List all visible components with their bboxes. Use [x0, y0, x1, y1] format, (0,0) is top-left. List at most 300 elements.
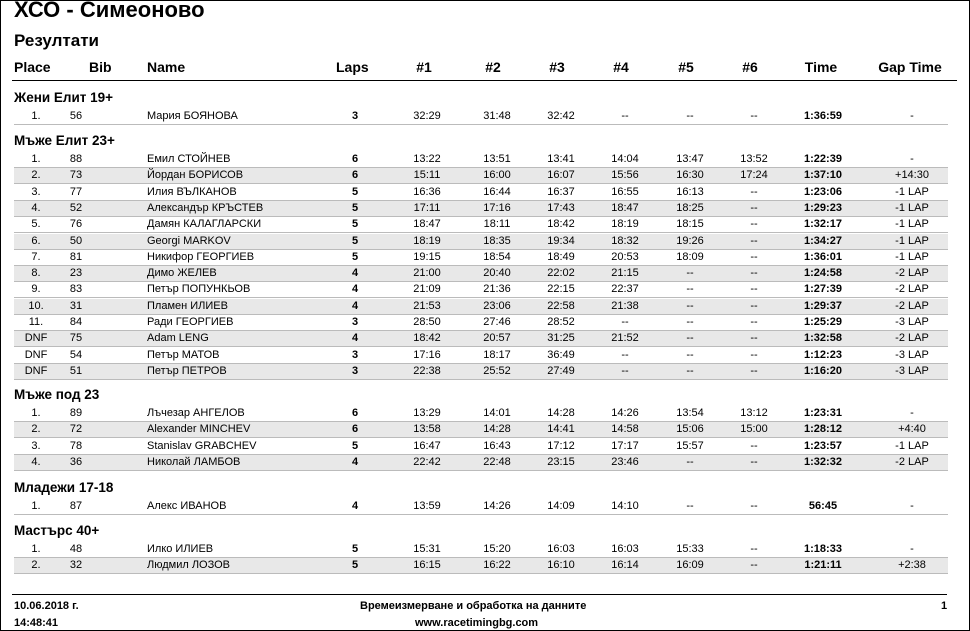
- cell-name: Лъчезар АНГЕЛОВ: [147, 407, 245, 419]
- cell-place: 9.: [31, 283, 41, 295]
- cell-lap-1: 18:19: [413, 235, 441, 247]
- cell-lap-4: 21:38: [611, 300, 639, 312]
- cell-bib: 31: [69, 300, 83, 312]
- cell-lap-5: 16:30: [676, 169, 704, 181]
- cell-laps: 3: [351, 349, 359, 361]
- header-lap-2: #2: [485, 59, 501, 75]
- cell-lap-3: 18:42: [547, 218, 575, 230]
- cell-lap-1: 28:50: [413, 316, 441, 328]
- cell-lap-3: 31:25: [547, 332, 575, 344]
- footer-time: 14:48:41: [14, 617, 59, 629]
- cell-lap-6: --: [750, 218, 758, 230]
- table-row: [14, 299, 948, 315]
- table-row: [14, 422, 948, 438]
- cell-lap-2: 18:17: [483, 349, 511, 361]
- cell-gap: -1 LAP: [895, 186, 929, 198]
- cell-bib: 51: [69, 365, 83, 377]
- cell-place: DNF: [24, 349, 48, 361]
- cell-bib: 88: [69, 153, 83, 165]
- cell-time: 1:32:17: [804, 218, 842, 230]
- cell-place: 1.: [31, 407, 41, 419]
- cell-time: 1:29:23: [804, 202, 842, 214]
- cell-place: 2.: [31, 169, 41, 181]
- cell-time: 1:36:59: [804, 110, 842, 122]
- header-gap: Gap Time: [878, 59, 942, 75]
- cell-bib: 32: [69, 559, 83, 571]
- cell-lap-3: 14:09: [547, 500, 575, 512]
- header-lap-6: #6: [742, 59, 758, 75]
- footer-organizer: Времеизмерване и обработка на данните: [360, 600, 587, 612]
- cell-gap: -2 LAP: [895, 283, 929, 295]
- cell-laps: 6: [351, 153, 359, 165]
- table-row: [14, 315, 948, 331]
- cell-lap-6: 15:00: [740, 423, 768, 435]
- cell-lap-2: 21:36: [483, 283, 511, 295]
- cell-name: Мария БОЯНОВА: [147, 110, 238, 122]
- cell-place: 7.: [31, 251, 41, 263]
- cell-lap-5: 15:33: [676, 543, 704, 555]
- cell-gap: +14:30: [895, 169, 929, 181]
- cell-lap-5: --: [686, 283, 694, 295]
- cell-lap-4: 22:37: [611, 283, 639, 295]
- cell-lap-3: 19:34: [547, 235, 575, 247]
- cell-laps: 3: [351, 110, 359, 122]
- cell-lap-1: 21:53: [413, 300, 441, 312]
- cell-time: 1:29:37: [804, 300, 842, 312]
- cell-lap-1: 22:38: [413, 365, 441, 377]
- cell-name: Петър ПЕТРОВ: [147, 365, 227, 377]
- header-bib: Bib: [89, 59, 112, 75]
- table-row: [14, 558, 948, 574]
- cell-time: 1:22:39: [804, 153, 842, 165]
- cell-gap: -2 LAP: [895, 267, 929, 279]
- table-row: [14, 152, 948, 168]
- cell-lap-6: --: [750, 316, 758, 328]
- cell-lap-2: 16:00: [483, 169, 511, 181]
- cell-gap: +2:38: [898, 559, 926, 571]
- cell-laps: 5: [351, 186, 359, 198]
- cell-lap-5: 15:57: [676, 440, 704, 452]
- cell-lap-6: 13:12: [740, 407, 768, 419]
- cell-name: Емил СТОЙНЕВ: [147, 153, 231, 165]
- table-row: [14, 364, 948, 380]
- cell-bib: 75: [69, 332, 83, 344]
- cell-gap: -: [910, 543, 914, 555]
- table-row: [14, 282, 948, 298]
- cell-lap-4: 18:32: [611, 235, 639, 247]
- cell-lap-5: 13:47: [676, 153, 704, 165]
- cell-lap-4: 17:17: [611, 440, 639, 452]
- cell-lap-2: 16:44: [483, 186, 511, 198]
- cell-lap-4: --: [621, 110, 629, 122]
- cell-place: 5.: [31, 218, 41, 230]
- cell-lap-3: 16:07: [547, 169, 575, 181]
- cell-laps: 5: [351, 235, 359, 247]
- cell-laps: 6: [351, 423, 359, 435]
- cell-lap-2: 14:01: [483, 407, 511, 419]
- cell-lap-4: 16:14: [611, 559, 639, 571]
- table-row: [14, 455, 948, 471]
- cell-gap: -: [910, 407, 914, 419]
- cell-lap-6: 13:52: [740, 153, 768, 165]
- cell-name: Алекс ИВАНОВ: [147, 500, 227, 512]
- category-heading: Жени Елит 19+: [14, 90, 114, 105]
- cell-lap-5: --: [686, 316, 694, 328]
- cell-lap-1: 15:31: [413, 543, 441, 555]
- cell-lap-6: --: [750, 235, 758, 247]
- cell-gap: -1 LAP: [895, 202, 929, 214]
- cell-bib: 56: [69, 110, 83, 122]
- cell-gap: +4:40: [898, 423, 926, 435]
- footer-date: 10.06.2018 г.: [14, 600, 79, 612]
- cell-bib: 48: [69, 543, 83, 555]
- cell-lap-4: 14:26: [611, 407, 639, 419]
- cell-time: 1:23:31: [804, 407, 842, 419]
- cell-lap-3: 16:03: [547, 543, 575, 555]
- cell-lap-6: --: [750, 440, 758, 452]
- cell-lap-3: 18:49: [547, 251, 575, 263]
- cell-lap-6: --: [750, 283, 758, 295]
- cell-lap-4: 20:53: [611, 251, 639, 263]
- footer-page-number: 1: [941, 600, 948, 612]
- table-row: [14, 266, 948, 282]
- cell-name: Илия ВЪЛКАНОВ: [147, 186, 237, 198]
- table-row: [14, 201, 948, 217]
- cell-lap-5: 18:09: [676, 251, 704, 263]
- cell-time: 1:12:23: [804, 349, 842, 361]
- table-row: [14, 185, 948, 201]
- cell-name: Петър ПОПУНКЬОВ: [147, 283, 251, 295]
- cell-place: 1.: [31, 500, 41, 512]
- cell-time: 1:23:06: [804, 186, 842, 198]
- cell-lap-2: 22:48: [483, 456, 511, 468]
- page-subtitle: Резултати: [14, 31, 99, 50]
- cell-lap-6: --: [750, 251, 758, 263]
- cell-lap-5: 13:54: [676, 407, 704, 419]
- cell-lap-3: 22:02: [547, 267, 575, 279]
- cell-laps: 5: [351, 440, 359, 452]
- cell-lap-2: 20:40: [483, 267, 511, 279]
- cell-name: Николай ЛАМБОВ: [147, 456, 241, 468]
- table-row: [14, 234, 948, 250]
- header-lap-1: #1: [416, 59, 432, 75]
- page-title: ХСО - Симеоново: [14, 0, 205, 22]
- cell-name: Йордан БОРИСОВ: [147, 169, 244, 181]
- cell-gap: -1 LAP: [895, 440, 929, 452]
- cell-name: Димо ЖЕЛЕВ: [147, 267, 217, 279]
- cell-time: 1:24:58: [804, 267, 842, 279]
- cell-lap-2: 25:52: [483, 365, 511, 377]
- cell-place: 2.: [31, 423, 41, 435]
- cell-lap-3: 17:43: [547, 202, 575, 214]
- cell-lap-4: --: [621, 365, 629, 377]
- cell-lap-6: --: [750, 267, 758, 279]
- cell-lap-6: --: [750, 186, 758, 198]
- cell-bib: 54: [69, 349, 83, 361]
- cell-bib: 72: [69, 423, 83, 435]
- cell-laps: 6: [351, 407, 359, 419]
- cell-lap-6: --: [750, 202, 758, 214]
- cell-laps: 4: [351, 267, 359, 279]
- cell-laps: 4: [351, 332, 359, 344]
- cell-time: 1:37:10: [804, 169, 842, 181]
- cell-lap-4: --: [621, 349, 629, 361]
- cell-laps: 4: [351, 300, 359, 312]
- header-lap-5: #5: [678, 59, 694, 75]
- cell-lap-6: --: [750, 365, 758, 377]
- cell-lap-3: 14:41: [547, 423, 575, 435]
- cell-lap-5: 15:06: [676, 423, 704, 435]
- cell-lap-4: --: [621, 316, 629, 328]
- cell-lap-4: 15:56: [611, 169, 639, 181]
- cell-bib: 89: [69, 407, 83, 419]
- cell-name: Alexander MINCHEV: [147, 423, 251, 435]
- cell-lap-6: --: [750, 559, 758, 571]
- cell-bib: 84: [69, 316, 83, 328]
- cell-time: 1:28:12: [804, 423, 842, 435]
- cell-lap-6: --: [750, 349, 758, 361]
- cell-lap-1: 17:16: [413, 349, 441, 361]
- cell-laps: 5: [351, 202, 359, 214]
- cell-lap-3: 13:41: [547, 153, 575, 165]
- cell-lap-2: 27:46: [483, 316, 511, 328]
- cell-place: 10.: [28, 300, 44, 312]
- cell-time: 1:18:33: [804, 543, 842, 555]
- cell-laps: 4: [351, 283, 359, 295]
- cell-lap-6: --: [750, 456, 758, 468]
- cell-laps: 3: [351, 365, 359, 377]
- cell-gap: -3 LAP: [895, 365, 929, 377]
- cell-lap-1: 18:42: [413, 332, 441, 344]
- cell-place: 11.: [28, 316, 44, 328]
- cell-lap-2: 18:11: [483, 218, 511, 230]
- cell-lap-5: --: [686, 300, 694, 312]
- cell-lap-5: --: [686, 110, 694, 122]
- cell-gap: -1 LAP: [895, 251, 929, 263]
- footer-divider: [12, 594, 947, 595]
- cell-name: Людмил ЛОЗОВ: [147, 559, 231, 571]
- cell-place: 3.: [31, 186, 41, 198]
- cell-gap: -2 LAP: [895, 456, 929, 468]
- cell-name: Александър КРЪСТЕВ: [147, 202, 264, 214]
- cell-lap-2: 13:51: [483, 153, 511, 165]
- cell-lap-6: --: [750, 300, 758, 312]
- cell-lap-2: 23:06: [483, 300, 511, 312]
- category-heading: Младежи 17-18: [14, 480, 114, 495]
- cell-laps: 6: [351, 169, 359, 181]
- cell-lap-2: 14:28: [483, 423, 511, 435]
- cell-gap: -2 LAP: [895, 332, 929, 344]
- cell-bib: 23: [69, 267, 83, 279]
- cell-name: Stanislav GRABCHEV: [147, 440, 257, 452]
- cell-lap-5: 18:15: [676, 218, 704, 230]
- cell-lap-3: 17:12: [547, 440, 575, 452]
- cell-lap-1: 15:11: [413, 169, 441, 181]
- table-row: [14, 109, 948, 125]
- cell-laps: 5: [351, 543, 359, 555]
- cell-time: 1:23:57: [804, 440, 842, 452]
- category-heading: Мастърс 40+: [14, 523, 100, 538]
- cell-lap-2: 14:26: [483, 500, 511, 512]
- cell-place: 8.: [31, 267, 41, 279]
- cell-lap-4: 16:55: [611, 186, 639, 198]
- cell-laps: 4: [351, 500, 359, 512]
- cell-lap-4: 18:47: [611, 202, 639, 214]
- cell-place: 2.: [31, 559, 41, 571]
- cell-lap-2: 18:35: [483, 235, 511, 247]
- table-row: [14, 406, 948, 422]
- cell-laps: 5: [351, 559, 359, 571]
- cell-lap-3: 27:49: [547, 365, 575, 377]
- cell-lap-1: 16:36: [413, 186, 441, 198]
- cell-lap-1: 17:11: [413, 202, 441, 214]
- cell-lap-4: 21:15: [611, 267, 639, 279]
- cell-lap-1: 16:15: [413, 559, 441, 571]
- cell-lap-1: 13:29: [413, 407, 441, 419]
- category-heading: Мъже под 23: [14, 387, 100, 402]
- cell-name: Дамян КАЛАГЛАРСКИ: [147, 218, 262, 230]
- cell-place: 1.: [31, 153, 41, 165]
- cell-lap-5: 19:26: [676, 235, 704, 247]
- cell-lap-4: 23:46: [611, 456, 639, 468]
- cell-name: Никифор ГЕОРГИЕВ: [147, 251, 255, 263]
- footer-website-link[interactable]: www.racetimingbg.com: [415, 617, 539, 629]
- table-row: [14, 217, 948, 233]
- cell-bib: 78: [69, 440, 83, 452]
- cell-name: Петър МАТОВ: [147, 349, 220, 361]
- cell-lap-1: 18:47: [413, 218, 441, 230]
- cell-lap-1: 16:47: [413, 440, 441, 452]
- header-time: Time: [804, 59, 838, 75]
- cell-time: 1:36:01: [804, 251, 842, 263]
- cell-lap-5: --: [686, 332, 694, 344]
- cell-place: 3.: [31, 440, 41, 452]
- table-row: [14, 542, 948, 558]
- cell-name: Adam LENG: [147, 332, 209, 344]
- cell-bib: 77: [69, 186, 83, 198]
- cell-gap: -: [910, 153, 914, 165]
- cell-lap-6: 17:24: [740, 169, 768, 181]
- cell-name: Ради ГЕОРГИЕВ: [147, 316, 234, 328]
- cell-bib: 76: [69, 218, 83, 230]
- cell-lap-1: 13:59: [413, 500, 441, 512]
- cell-lap-4: 18:19: [611, 218, 639, 230]
- cell-lap-1: 19:15: [413, 251, 441, 263]
- cell-lap-1: 22:42: [413, 456, 441, 468]
- cell-bib: 87: [69, 500, 83, 512]
- cell-lap-4: 21:52: [611, 332, 639, 344]
- cell-lap-4: 14:04: [611, 153, 639, 165]
- table-row: [14, 439, 948, 455]
- cell-gap: -1 LAP: [895, 218, 929, 230]
- cell-lap-3: 22:15: [547, 283, 575, 295]
- cell-place: 4.: [31, 202, 41, 214]
- cell-lap-3: 32:42: [547, 110, 575, 122]
- cell-lap-6: --: [750, 543, 758, 555]
- cell-lap-2: 16:43: [483, 440, 511, 452]
- cell-laps: 5: [351, 251, 359, 263]
- cell-lap-6: --: [750, 110, 758, 122]
- table-row: [14, 168, 948, 184]
- cell-name: Georgi MARKOV: [147, 235, 231, 247]
- cell-lap-5: --: [686, 267, 694, 279]
- cell-place: 6.: [31, 235, 41, 247]
- cell-laps: 4: [351, 456, 359, 468]
- cell-lap-2: 31:48: [483, 110, 511, 122]
- category-heading: Мъже Елит 23+: [14, 133, 115, 148]
- cell-time: 56:45: [808, 500, 838, 512]
- cell-bib: 36: [69, 456, 83, 468]
- cell-lap-3: 22:58: [547, 300, 575, 312]
- header-laps: Laps: [336, 59, 369, 75]
- cell-lap-2: 15:20: [483, 543, 511, 555]
- cell-name: Илко ИЛИЕВ: [147, 543, 214, 555]
- cell-time: 1:21:11: [804, 559, 842, 571]
- cell-time: 1:32:58: [804, 332, 842, 344]
- cell-lap-4: 16:03: [611, 543, 639, 555]
- table-row: [14, 348, 948, 364]
- cell-lap-3: 28:52: [547, 316, 575, 328]
- header-name: Name: [147, 59, 186, 75]
- cell-lap-5: --: [686, 349, 694, 361]
- header-divider: [12, 80, 957, 81]
- cell-lap-3: 16:37: [547, 186, 575, 198]
- cell-time: 1:25:29: [804, 316, 842, 328]
- cell-gap: -3 LAP: [895, 316, 929, 328]
- cell-lap-2: 16:22: [483, 559, 511, 571]
- cell-lap-3: 14:28: [547, 407, 575, 419]
- cell-place: DNF: [24, 332, 48, 344]
- table-header: [0, 59, 970, 79]
- cell-lap-5: --: [686, 365, 694, 377]
- cell-lap-5: 18:25: [676, 202, 704, 214]
- table-row: [14, 331, 948, 347]
- cell-lap-4: 14:58: [611, 423, 639, 435]
- cell-gap: -: [910, 500, 914, 512]
- cell-gap: -: [910, 110, 914, 122]
- cell-place: DNF: [24, 365, 48, 377]
- cell-bib: 50: [69, 235, 83, 247]
- table-row: [14, 250, 948, 266]
- cell-lap-2: 20:57: [483, 332, 511, 344]
- cell-lap-2: 17:16: [483, 202, 511, 214]
- cell-gap: -2 LAP: [895, 300, 929, 312]
- cell-place: 1.: [31, 543, 41, 555]
- cell-lap-5: --: [686, 456, 694, 468]
- cell-gap: -1 LAP: [895, 235, 929, 247]
- cell-gap: -3 LAP: [895, 349, 929, 361]
- cell-laps: 3: [351, 316, 359, 328]
- cell-lap-3: 23:15: [547, 456, 575, 468]
- cell-lap-3: 36:49: [547, 349, 575, 361]
- cell-lap-5: 16:09: [676, 559, 704, 571]
- cell-lap-2: 18:54: [483, 251, 511, 263]
- cell-lap-1: 13:22: [413, 153, 441, 165]
- cell-lap-6: --: [750, 500, 758, 512]
- cell-time: 1:32:32: [804, 456, 842, 468]
- cell-lap-1: 21:00: [413, 267, 441, 279]
- header-lap-4: #4: [613, 59, 629, 75]
- cell-place: 4.: [31, 456, 41, 468]
- cell-lap-5: --: [686, 500, 694, 512]
- cell-laps: 5: [351, 218, 359, 230]
- cell-time: 1:34:27: [804, 235, 842, 247]
- cell-lap-3: 16:10: [547, 559, 575, 571]
- cell-lap-5: 16:13: [676, 186, 704, 198]
- cell-time: 1:27:39: [804, 283, 842, 295]
- table-row: [14, 499, 948, 515]
- header-lap-3: #3: [549, 59, 565, 75]
